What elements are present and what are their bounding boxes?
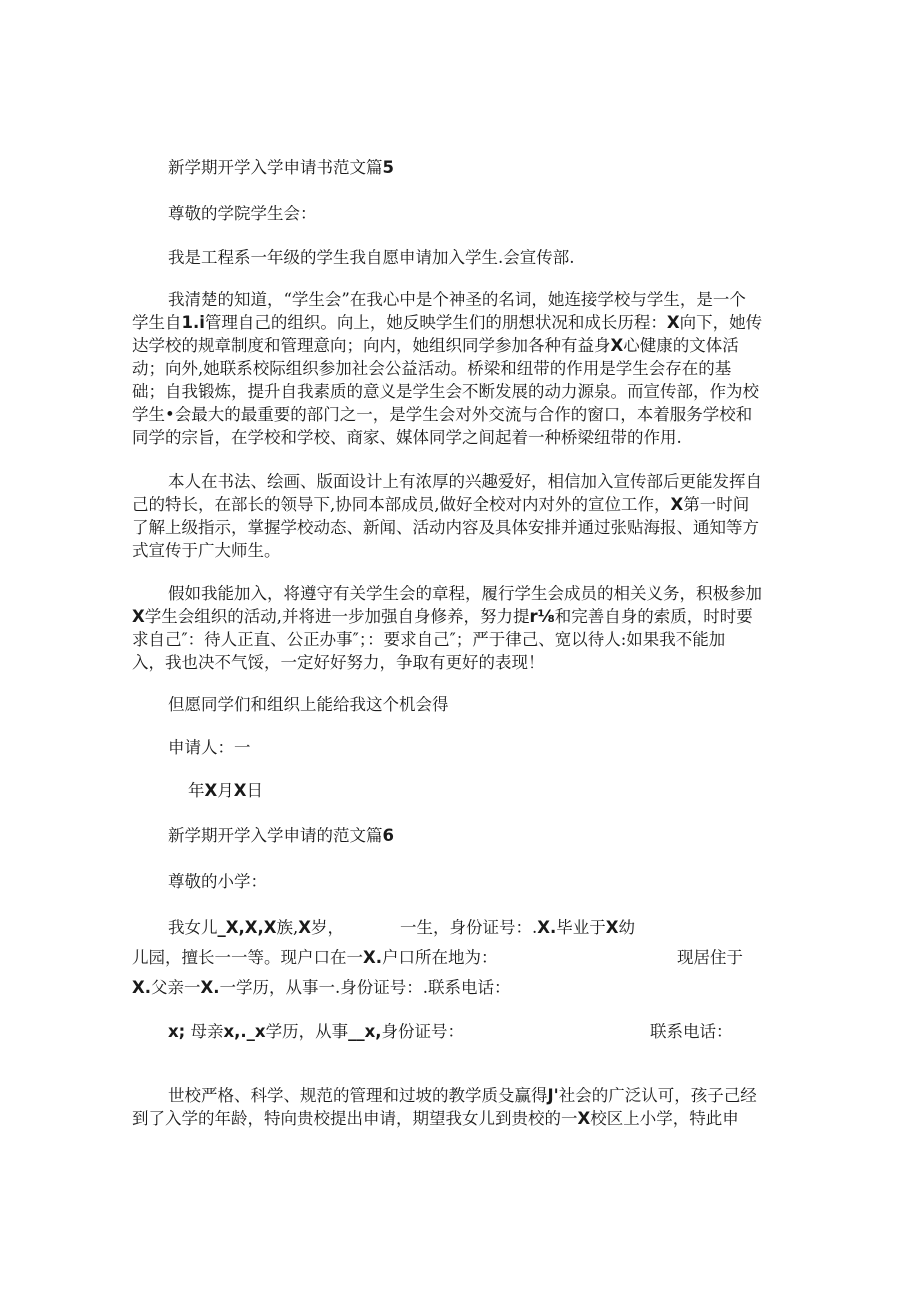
paragraph-line: 学生自1.i管理自己的组织。向上，她反映学生们的朋想状况和成长历程：X向下，她传 [132,313,763,332]
date-line: 年X月X日 [188,781,263,800]
paragraph-line: 了解上级指示，掌握学校动态、新闻、活动内容及具体安排并通过张贴海报、通知等方 [132,518,759,537]
paragraph-line: 入，我也决不气馁，一定好好努力，争取有更好的表现！ [132,653,545,672]
paragraph-line: 己的特长，在部长的领导下,协同本部成员,做好全校对内对外的宣位工作，X第一时间 [132,495,750,514]
section-6-title: 新学期开学入学申请的范文篇6 [168,826,394,845]
greeting-student-union: 尊敬的学院学生会： [168,204,317,223]
paragraph-line: 我清楚的知道，“学生会”在我心中是个神圣的名词，她连接学校与学生，是一个 [168,290,746,309]
form-line-2-residence: 现居住于 [677,948,743,967]
form-line-1: 我女儿_X,X,X族,X岁， [168,918,344,937]
form-line-1-cont: 一生，身份证号：.X.毕业于X幼 [400,918,635,937]
form-line-4: x; 母亲x,._x学历，从事__x,身份证号： [168,1022,464,1041]
paragraph-line: 础；自我锻炼，提升自我素质的意义是学生会不断发展的动力源泉。而宣传部，作为校 [132,382,759,401]
paragraph-line: 动；向外,她联系校际组织参加社会公益活动。桥梁和纽带的作用是学生会存在的基 [132,359,732,378]
form-line-2: 儿园，擅长一一等。现户口在一X.户口所在地为： [132,948,498,967]
paragraph-line: 世校严格、科学、规范的管理和过坡的教学质殳赢得J'社会的广泛认可，孩子己经 [168,1086,757,1105]
paragraph-line: 学生•会最大的最重要的部门之一，是学生会对外交流与合作的窗口，本着服务学校和 [132,405,753,424]
paragraph-line: 同学的宗旨，在学校和学校、商家、媒体同学之间起着一种桥梁纽带的作用. [132,428,682,447]
paragraph-line: 达学校的规章制度和管理意向；向内，她组织同学参加各种有益身X心健康的文体活 [132,336,739,355]
paragraph-line: 求自己″：待人正直、公正办事″；：要求自己″；严于律己、宽以待人:如果我不能加 [132,630,726,649]
paragraph-intro: 我是工程系一年级的学生我自愿申请加入学生.会宣传部. [168,248,575,267]
paragraph-hope: 但愿同学们和组织上能给我这个机会得 [168,695,449,714]
paragraph-line: 到了入学的年龄，特向贵校提出申请，期望我女儿到贵校的一X校区上小学，特此申 [132,1109,739,1128]
paragraph-line: 本人在书法、绘画、版面设计上有浓厚的兴趣爱好，相信加入宣传部后更能发挥自 [168,472,762,491]
section-5-title: 新学期开学入学申请书范文篇5 [168,158,394,177]
greeting-primary-school: 尊敬的小学： [168,872,267,891]
form-line-4-phone: 联系电话： [650,1022,733,1041]
paragraph-line: 假如我能加入，将遵守有关学生会的章程，履行学生会成员的相关义务，积极参加 [168,584,762,603]
applicant-line: 申请人：一 [168,738,251,757]
paragraph-line: X学生会组织的活动,并将进一步加强自身修养，努力提r⅛和完善自身的索质，时时要 [132,607,753,626]
paragraph-line: 式宣传于广大师生。 [132,541,281,560]
form-line-3: X.父亲一X.一学历，从事一.身份证号：.联系电话： [132,978,511,997]
